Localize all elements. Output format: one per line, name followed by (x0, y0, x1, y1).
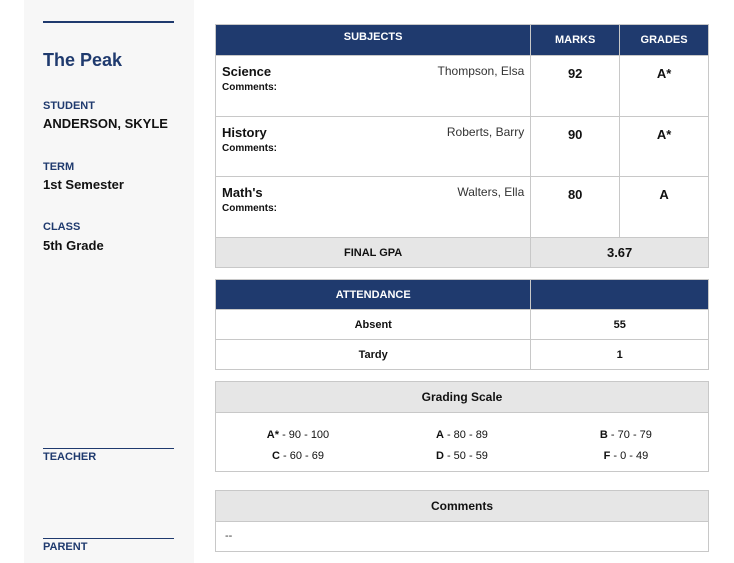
subject-teacher: Roberts, Barry (446, 125, 525, 139)
scale-grade: F (603, 450, 611, 462)
scale-grade: C (271, 450, 280, 462)
comments-section (215, 490, 709, 552)
subject-teacher: Thompson, Elsa (437, 64, 525, 78)
final-gpa-value: 3.67 (531, 238, 709, 268)
scale-item (544, 450, 708, 471)
subject-cell (216, 177, 531, 238)
school-name: The Peak (43, 50, 123, 70)
scale-range: - 70 - 79 (607, 429, 652, 441)
attendance-header-blank (531, 280, 709, 310)
grades-header-row (216, 25, 709, 56)
scale-grade: B (599, 429, 608, 441)
subject-comments-label: Comments: (222, 143, 278, 154)
final-gpa-row (216, 238, 709, 268)
grades-table (215, 24, 709, 268)
mark-cell: 90 (531, 117, 620, 177)
teacher-label: TEACHER (43, 451, 97, 463)
subject-comments-label: Comments: (222, 82, 278, 93)
scale-item (216, 429, 380, 450)
grade-cell: A* (620, 56, 709, 117)
attendance-value: 55 (531, 310, 709, 340)
student-label: STUDENT (43, 100, 95, 112)
term-value: 1st Semester (43, 177, 124, 192)
class-value: 5th Grade (43, 238, 104, 253)
comments-text: -- (225, 530, 233, 542)
subject-cell (216, 117, 531, 177)
table-row (216, 117, 709, 177)
grade-cell: A* (620, 117, 709, 177)
grading-scale (215, 381, 709, 472)
subject-comments-label: Comments: (222, 203, 278, 214)
table-row (216, 310, 709, 340)
final-gpa-label: FINAL GPA (216, 238, 531, 268)
grading-scale-grid (216, 429, 708, 471)
subject-cell (216, 56, 531, 117)
student-name: ANDERSON, SKYLE (43, 116, 168, 131)
scale-item (216, 450, 380, 471)
table-row (216, 177, 709, 238)
mark-cell: 80 (531, 177, 620, 238)
scale-item (380, 429, 544, 450)
scale-range: - 90 - 100 (279, 429, 330, 441)
table-row (216, 340, 709, 370)
sidebar-top-divider (43, 21, 174, 23)
scale-item (380, 450, 544, 471)
subject-name: Math's (222, 185, 263, 200)
comments-title: Comments (216, 491, 708, 522)
parent-signature-line (43, 538, 174, 539)
teacher-signature-line (43, 448, 174, 449)
parent-label: PARENT (43, 541, 88, 553)
term-label: TERM (43, 161, 75, 173)
subjects-header: SUBJECTS (216, 25, 531, 56)
scale-item (544, 429, 708, 450)
subject-name: History (222, 125, 267, 140)
subject-teacher: Walters, Ella (457, 185, 525, 199)
grading-scale-row (216, 429, 708, 450)
sidebar (24, 0, 194, 563)
table-row (216, 56, 709, 117)
grade-cell: A (620, 177, 709, 238)
attendance-table (215, 279, 709, 370)
attendance-label: Absent (216, 310, 531, 340)
scale-range: - 0 - 49 (610, 450, 649, 462)
class-label: CLASS (43, 221, 81, 233)
grading-scale-title: Grading Scale (216, 382, 708, 413)
scale-range: - 80 - 89 (443, 429, 488, 441)
scale-grade: D (435, 450, 444, 462)
scale-range: - 50 - 59 (443, 450, 488, 462)
attendance-header: ATTENDANCE (216, 280, 531, 310)
attendance-label: Tardy (216, 340, 531, 370)
attendance-header-row (216, 280, 709, 310)
scale-range: - 60 - 69 (279, 450, 324, 462)
grades-header: GRADES (620, 25, 709, 56)
mark-cell: 92 (531, 56, 620, 117)
attendance-value: 1 (531, 340, 709, 370)
subject-name: Science (222, 64, 272, 79)
scale-grade: A (435, 429, 444, 441)
grading-scale-row (216, 450, 708, 471)
marks-header: MARKS (531, 25, 620, 56)
scale-grade: A* (266, 429, 280, 441)
